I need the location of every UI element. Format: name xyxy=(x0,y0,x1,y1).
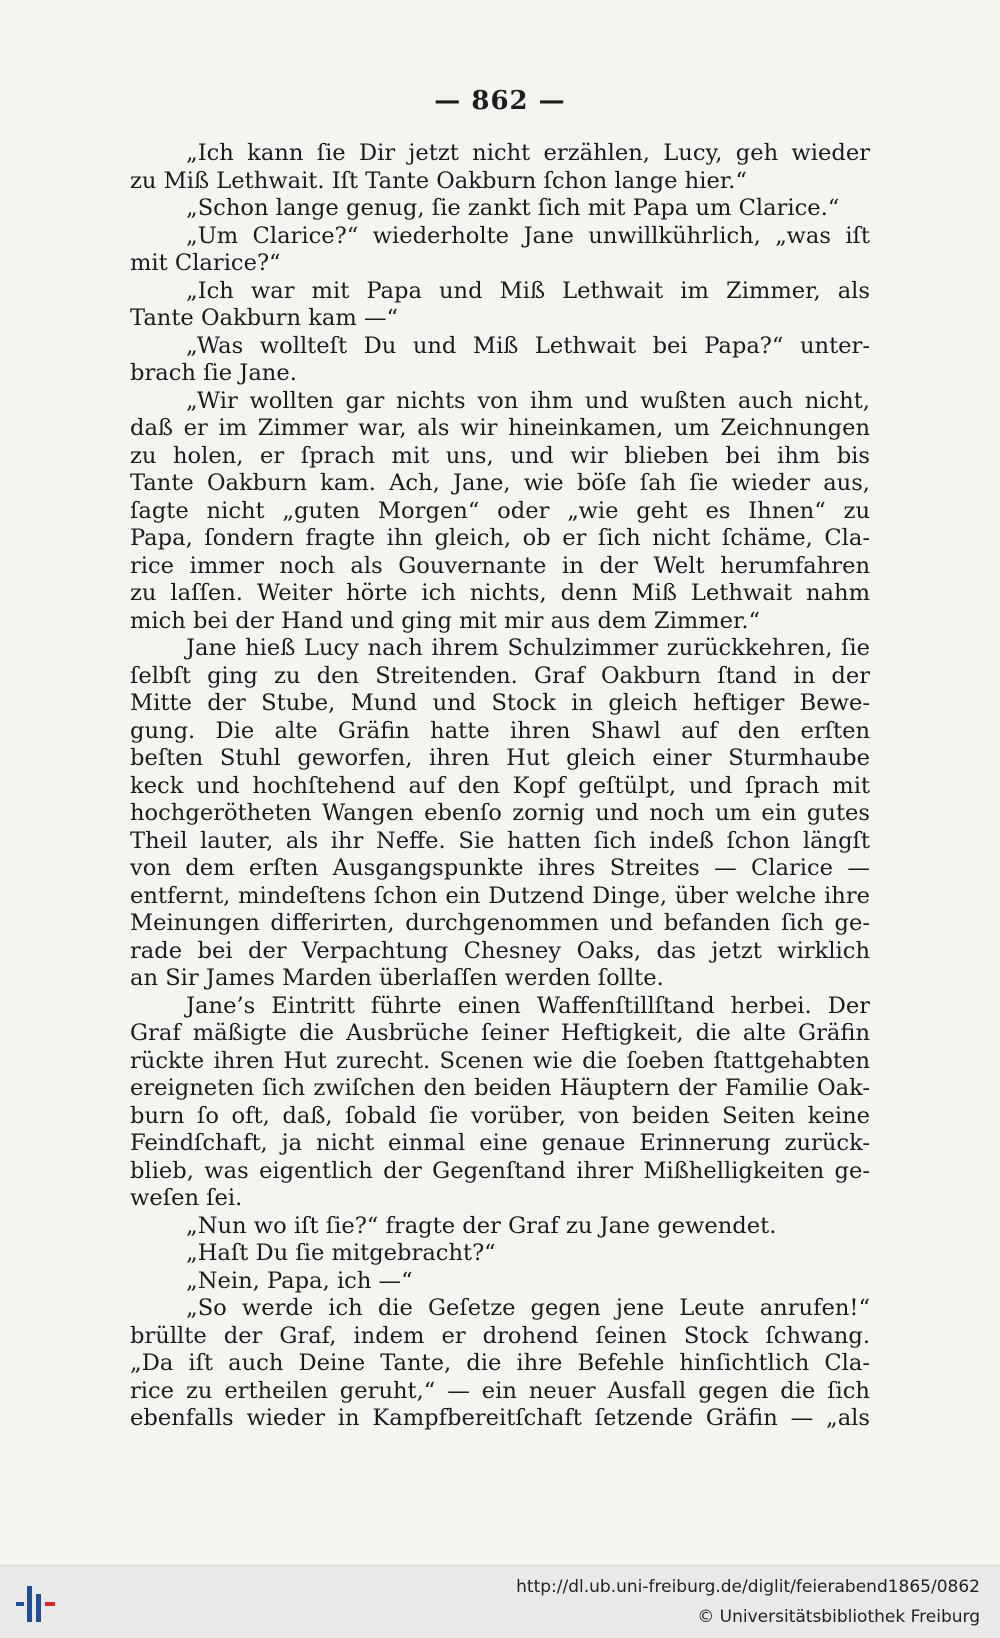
text-line: „Haſt Du ſie mitgebracht?“ xyxy=(186,1240,496,1266)
text-line: „Nein, Papa, ich —“ xyxy=(186,1267,413,1294)
text-line: rice zu ertheilen geruht,“ — ein neuer Ausfall gegen die ſich xyxy=(130,1377,870,1404)
page-number: — 862 — xyxy=(434,86,566,116)
text-line: Theil lauter, als ihr Neffe. Sie hatten ſich indeß ſchon längſt xyxy=(130,827,870,854)
text-line: „Was wollteſt Du und Miß Lethwait bei Papa?“ unter- xyxy=(186,332,870,359)
text-line: „Ich kann ſie Dir jetzt nicht erzählen, Lucy, geh wieder xyxy=(186,140,870,166)
text-line: an Sir James Marden überlaſſen werden ſollte. xyxy=(130,965,664,991)
text-line: brach ſie Jane. xyxy=(130,360,297,386)
copyright-notice: © Universitätsbibliothek Freiburg xyxy=(697,1607,980,1627)
text-line: „Da iſt auch Deine Tante, die ihre Befehle hinſichtlich Cla- xyxy=(130,1350,870,1376)
text-line: weſen ſei. xyxy=(130,1185,243,1211)
text-line: Tante Oakburn kam —“ xyxy=(130,305,399,331)
text-line: Graf mäßigte die Ausbrüche ſeiner Heftigkeit, die alte Gräfin xyxy=(130,1020,870,1046)
text-line: zu holen, er ſprach mit uns, und wir blieben bei ihm bis xyxy=(130,442,870,469)
text-line: zu laſſen. Weiter hörte ich nichts, denn Miß Lethwait nahm xyxy=(130,580,870,606)
text-line: mich bei der Hand und ging mit mir aus dem Zimmer.“ xyxy=(130,607,761,634)
text-line: „Nun wo iſt ſie?“ fragte der Graf zu Jane gewendet. xyxy=(186,1212,777,1239)
text-line: rice immer noch als Gouvernante in der Welt herumfahren xyxy=(130,552,870,579)
text-line: Tante Oakburn kam. Ach, Jane, wie böſe ſah ſie wieder aus, xyxy=(130,470,870,496)
text-line: Meinungen differirten, durchgenommen und befanden ſich ge- xyxy=(130,910,870,936)
text-line: „Wir wollten gar nichts von ihm und wußten auch nicht, xyxy=(186,387,870,414)
text-line: brüllte der Graf, indem er drohend ſeinen Stock ſchwang. xyxy=(130,1322,870,1349)
body-text xyxy=(130,140,870,1433)
text-line: entfernt, mindeſtens ſchon ein Dutzend Dinge, über welche ihre xyxy=(130,882,870,909)
text-line: gung. Die alte Gräfin hatte ihren Shawl auf den erſten xyxy=(130,717,870,744)
text-line: ſelbſt ging zu den Streitenden. Graf Oakburn ſtand in der xyxy=(130,662,870,689)
text-line: „Um Clarice?“ wiederholte Jane unwillkührlich, „was iſt xyxy=(186,222,870,249)
text-line: mit Clarice?“ xyxy=(130,250,281,276)
text-line: „Schon lange genug, ſie zankt ſich mit Papa um Clarice.“ xyxy=(186,195,840,221)
text-line: burn ſo oft, daß, ſobald ſie vorüber, von beiden Seiten keine xyxy=(130,1102,870,1129)
text-line: ſagte nicht „guten Morgen“ oder „wie geht es Ihnen“ zu xyxy=(130,497,870,524)
text-line: Jane hieß Lucy nach ihrem Schulzimmer zurückkehren, ſie xyxy=(186,635,870,661)
text-line: Papa, ſondern fragte ihn gleich, ob er ſich nicht ſchäme, Cla- xyxy=(130,525,870,551)
text-line: keck und hochſtehend auf den Kopf geſtülpt, und ſprach mit xyxy=(130,772,870,799)
text-line: ereigneten ſich zwiſchen den beiden Häuptern der Familie Oak- xyxy=(130,1075,870,1101)
text-line: Mitte der Stube, Mund und Stock in gleich heftiger Bewe- xyxy=(130,690,870,716)
text-line: zu Miß Lethwait. Iſt Tante Oakburn ſchon lange hier.“ xyxy=(130,167,747,194)
text-line: von dem erſten Ausgangspunkte ihres Streites — Clarice — xyxy=(130,855,870,881)
text-line: daß er im Zimmer war, als wir hineinkamen, um Zeichnungen xyxy=(130,415,870,441)
text-line: Jane’s Eintritt führte einen Waffenſtillſtand herbei. Der xyxy=(186,992,870,1019)
library-logo-icon xyxy=(12,1580,60,1628)
text-line: „Ich war mit Papa und Miß Lethwait im Zimmer, als xyxy=(186,277,870,304)
text-line: rückte ihren Hut zurecht. Scenen wie die ſoeben ſtattgehabten xyxy=(130,1047,870,1074)
text-line: rade bei der Verpachtung Chesney Oaks, das jetzt wirklich xyxy=(130,937,870,964)
text-line: Feindſchaft, ja nicht einmal eine genaue Erinnerung zurück- xyxy=(130,1130,870,1156)
text-line: „So werde ich die Geſetze gegen jene Leute anrufen!“ xyxy=(186,1295,870,1321)
viewer-footer xyxy=(0,1565,1000,1638)
text-line: beſten Stuhl geworfen, ihren Hut gleich einer Sturmhaube xyxy=(130,745,870,771)
permalink-link[interactable]: http://dl.ub.uni-freiburg.de/diglit/feierabend1865/0862 xyxy=(516,1577,980,1597)
text-line: hochgerötheten Wangen ebenſo zornig und noch um ein gutes xyxy=(130,800,870,826)
text-line: blieb, was eigentlich der Gegenſtand ihrer Mißhelligkeiten ge- xyxy=(130,1157,870,1184)
text-line: ebenfalls wieder in Kampfbereitſchaft ſetzende Gräfin — „als xyxy=(130,1405,870,1431)
